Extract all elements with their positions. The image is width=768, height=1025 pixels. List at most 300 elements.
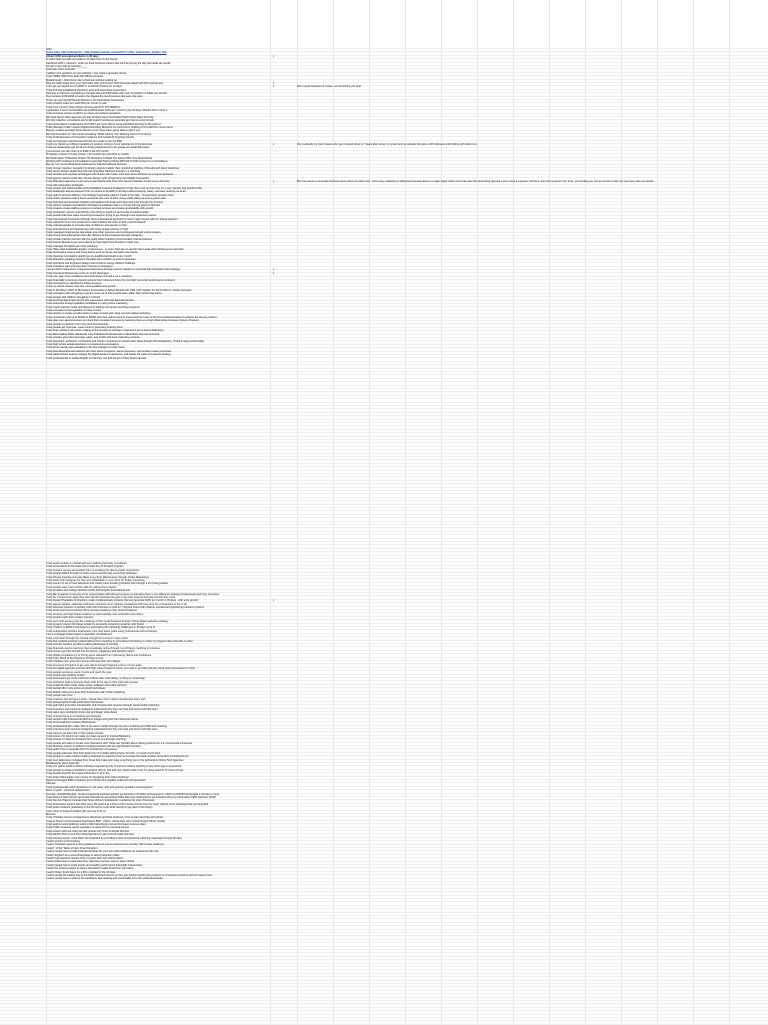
cell-offer-text[interactable]: I can get you signed on for 1000s in an Airbnb (Fluent) on 14 days: [46, 85, 122, 89]
cell-offer-text[interactable]: Buying, creative and high ticket clients in a bit never been going data or with it you: [46, 129, 141, 133]
cell-offer-text[interactable]: I just ensure you can rank up to $10k in the first month: [46, 149, 109, 153]
cell-offer-text[interactable]: I am an Admin Supervisor, I help accounting firms develop content creation to a provide fully furnished ranks strategy: [46, 268, 180, 272]
cell-offer-text[interactable]: I help people with children struggling in schools: [46, 295, 101, 299]
cell-offer-text[interactable]: I help Tutor Stock to Successful in 30 days or less: [46, 656, 104, 660]
cell-offer-text[interactable]: Buying "Un" Gurus Businesses Ideas Every Transformational Success: [46, 163, 127, 167]
top-row-block: [0, 48, 768, 360]
cell-offer-text[interactable]: Mentors: [46, 812, 56, 816]
cell-offer-text[interactable]: I help Interior Brands to get more clients for their High Price Product on their own: [46, 241, 139, 245]
cell-offer-text[interactable]: I help agency owners scale their service delivery with virtual teams and digital frameworks: [46, 176, 150, 180]
cell-offer-text[interactable]: I help people get proposal - Learn How by proposing entering them: [46, 326, 123, 330]
cell-offer-text[interactable]: Working with Coaches & Consultants to get High Paying Clients WITHOUT Paid Content to a Consultancy: [46, 159, 168, 163]
row-gridline: [0, 952, 768, 953]
cell-offer-text[interactable]: I help private practice and aim with the goals while including recommended referral business: [46, 237, 152, 241]
row-gridline: [0, 993, 768, 994]
cell-offer-text[interactable]: I help Marketing agencies to get more Lead Pipeline with Their Ad's Service Website 3 tenth Group Funnels: [46, 180, 170, 184]
row-gridline: [0, 956, 768, 957]
row-gridline: [0, 884, 768, 885]
cell-offer-text[interactable]: I help Insurance Businesses come on of the ideal ages: [46, 271, 109, 275]
cell-offer-text[interactable]: I help plan men agents/courses to unlock their consistent preview by receiving them on a high ticket whole business System Program: [46, 319, 199, 323]
row-gridline: [0, 463, 768, 464]
row-gridline: [0, 939, 768, 940]
cell-offer-text[interactable]: I help accountants, bookkeepers and CPA's get more clients using quantified ads they're the point of: [46, 122, 161, 126]
cell-offer-text[interactable]: I help people reach their unseen purpose: [46, 616, 94, 620]
row-gridline: [0, 419, 768, 420]
row-gridline: [0, 891, 768, 892]
row-gridline: [0, 966, 768, 967]
cell-offer-text[interactable]: I help Your Country Client Scope Groups paid ANY KIT HERE 5x: [46, 105, 121, 109]
row-gridline: [0, 908, 768, 909]
row-gridline: [0, 1017, 768, 1018]
cell-offer-text[interactable]: I help high school academies/tutors to programming campaigns: [46, 342, 119, 346]
cell-offer-text[interactable]: I help people diversify the expert influencers to fit in the: [46, 772, 110, 776]
cell-offer-text[interactable]: I help our lead gen real and ascend help our needs or fee our Bills: [46, 139, 122, 143]
cell-offer-text[interactable]: Offer: [46, 48, 52, 51]
cell-offer-text[interactable]: I help architects build a business that's both fit the way of their craft and purpose: [46, 680, 139, 684]
cell-offer-text[interactable]: I help architects and engineers design and construct energy efficient buildings: [46, 261, 136, 265]
cell-offer-text[interactable]: I help accountants to dominate own private key of all sales program: [46, 565, 124, 569]
cell-offer-text[interactable]: I help technical and business obtaining job leaders that scale and value and grow through the process: [46, 200, 163, 204]
cell-offer-text[interactable]: I teach how business owners how to protect their own clients listed: [46, 856, 123, 860]
sheet-row[interactable]: [0, 357, 768, 360]
row-gridline: [0, 980, 768, 981]
cell-offer-text[interactable]: I help future heavily get evaluated to the best colleges for their future: [46, 346, 125, 350]
cell-offer-text[interactable]: I help car dealerships get 10-30 car closing sales/month or for google per dealerhsip basis: [46, 146, 150, 150]
cell-offer-text[interactable]: I help marketing/sales to increase their confidence and speech on Sell: [46, 224, 127, 228]
cell-offer-text[interactable]: I help entrepreneurs & consultants get designed: [46, 714, 102, 718]
cell-offer-text[interactable]: I help audio creators 1 a lethal with less realizing that lively compliance: [46, 562, 128, 565]
cell-offer-text[interactable]: I help importers and consumer designers understand why they can help and how to tell their story: [46, 707, 158, 711]
cell-offer-text[interactable]: I help to Pending ( HAU) At Burchasen businesses to deliver Ethical with Total ( AR Capital ) for Some Plan in Cooper business: [46, 288, 192, 292]
cell-offer-text[interactable]: I help practice grow their leverage, sales, and profits with local marketing services: [46, 336, 140, 340]
row-gridline: [0, 442, 768, 443]
cell-offer-text[interactable]: We have Secret flash agencies get fully booked using Overlooked (High Ticket Sales Formula: [46, 115, 154, 119]
cell-offer-text[interactable]: I earn done in Superconsultant (do you how to do it): [46, 809, 106, 813]
cell-offer-text[interactable]: I help Pacific SSS community's financial plans to gain control inside that how: [46, 833, 134, 837]
cell-offer-text[interactable]: I help independent practice businesses more their leave goals using professional and techniques: [46, 629, 158, 633]
cell-offer-text[interactable]: I help people with pipeline/sales accountabilities business breakpoint to help them lose up their time on a very specific and practical offer: [46, 187, 203, 191]
cell-offer-text[interactable]: I help businesses owners with their every 90 years and a-ship to Find money for the more by Lead, without serve clearing/scale your Engrand: [46, 802, 209, 806]
row-gridline: [0, 918, 768, 919]
row-gridline: [0, 932, 768, 933]
cell-offer-text[interactable]: I help people to make the transition from one to one through coaching: [46, 738, 126, 742]
row-gridline: [0, 521, 768, 522]
cell-offer-text[interactable]: I help sales reps confidently know new and bigger sales deals: [46, 711, 117, 715]
cell-offer-text[interactable]: I help golfer Pros to upgrade their Pro Introductory of Lessons: [46, 748, 117, 752]
cell-offer-text[interactable]: Stop just to has been competing in Google Ads and 3400 leads with your competition in leads you should: [46, 92, 167, 96]
row-gridline: [0, 517, 768, 518]
cell-offer-text[interactable]: Breakthrough - Artist close rate to business without scaling up: [46, 78, 117, 82]
cell-offer-text[interactable]: I teach 'Christian' parents to bring guidance how to prevent parents time and big, NW to hear Seaborne: [46, 843, 165, 847]
cell-offer-text[interactable]: I help Entire Flip Hologram for the most refreshable to your client for Friday Interesting: [46, 578, 145, 582]
cell-offer-text[interactable]: I help business owners to achieve hospital purposes with are appropriate business: [46, 745, 141, 749]
cell-offer-text[interactable]: We help Founders on Your Good consulting: While Getting Your Working Hours Or At Hours: [46, 132, 152, 136]
cell-offer-text[interactable]: I help to Teams of incompetent businesses BSS - Online: clients their own content Scope 'Mirror' results: [46, 819, 165, 823]
cell-offer-text[interactable]: Attract 1000 new paid-ad clients in 30 days: [46, 54, 99, 58]
cell-offer-text[interactable]: I added more positions on your website, I can make it generate clients: [46, 71, 127, 75]
cell-offer-text[interactable]: I help international investment through some international approach to reach major buyers with our ethical partners: [46, 217, 178, 221]
row-gridline: [0, 446, 768, 447]
row-gridline: [0, 374, 768, 375]
row-gridline: [0, 1003, 768, 1004]
cell-offer-text[interactable]: I help creators create staffing systems to reduce turnover and create predictability with growth: [46, 207, 154, 211]
row-gridline: [0, 1010, 768, 1011]
cell-offer-text[interactable]: I help Team workers who better making to the process of contrast in high and it 10 to deal at Marketing: [46, 329, 164, 333]
cell-offer-text[interactable]: I help digital consultants go to 10 big game released from unknowing clients and confidence: [46, 653, 152, 657]
cell-note-text[interactable]: this is great because its unique, not something you hear: [297, 85, 362, 89]
row-gridline: [0, 527, 768, 528]
row-gridline: [0, 425, 768, 426]
cell-offer-text[interactable]: I teach people the fastest way to the $100 Overheld mirrors so they can quickly quality bring a doctor or investment property with the lowest price: [46, 873, 213, 877]
row-gridline: [0, 422, 768, 423]
cell-offer-text[interactable]: I help coaches who do have a book - Speak them their in about lived Events that's with: [46, 697, 146, 701]
row-gridline: [0, 368, 768, 369]
row-gridline: [0, 364, 768, 365]
row-gridline: [0, 1007, 768, 1008]
row-gridline: [0, 541, 768, 542]
row-gridline: [0, 385, 768, 386]
cell-offer-text[interactable]: I help that medical growing medical without from reaching to extra about introducing in online by program does that able or other: [46, 639, 193, 643]
cell-offer-text[interactable]: I help designers, architects, contractors and interior companies to present their ideas through 3D visualization, Virtual & augmented reality: [46, 339, 204, 343]
cell-offer-text[interactable]: I help business partners to quickly order their business to hold an 7 Figures brand with cheaper operational engineering business systems: [46, 606, 205, 610]
cell-offer-text[interactable]: I help people that have sales converting focused on trying to get through most expensive events: [46, 214, 157, 218]
cell-selected-mark[interactable]: x: [272, 268, 275, 272]
row-gridline: [0, 946, 768, 947]
cell-offer-text[interactable]: Plug the leaks leads from your high ticket offer to buy them with full leads sealed with ROI and funnels: [46, 81, 163, 85]
cell-offer-text[interactable]: I teach people how to trade stocks and wealthy performance financially independent: [46, 863, 143, 867]
cell-offer-text[interactable]: Over a better 10/5/10/18 in local to the biggest the local business like auto, like tools: [46, 95, 143, 99]
cell-offer-text[interactable]: I help Swiss & Star Owners grow their business by generating Sales Revenue requirements we included using my Automated Traffic Machine (ATM): [46, 795, 216, 799]
row-gridline: [0, 483, 768, 484]
row-gridline: [0, 983, 768, 984]
row-gridline: [0, 436, 768, 437]
cell-offer-text[interactable]: I help executive through qualified candidates by using online marketing: [46, 302, 128, 306]
row-gridline: [0, 1020, 768, 1021]
row-gridline: [0, 480, 768, 481]
cell-offer-text[interactable]: I help managers Engineering real estate grow their revenues and employees through a big company: [46, 231, 161, 235]
cell-offer-text[interactable]: I help contractors to cashflow by finding revenue: [46, 281, 102, 285]
cell-selected-mark[interactable]: x: [272, 81, 275, 85]
row-gridline: [0, 915, 768, 916]
row-gridline: [0, 415, 768, 416]
cell-offer-text[interactable]: I help with automation strategies: [46, 183, 84, 187]
row-gridline: [0, 476, 768, 477]
cell-offer-text[interactable]: I guarantee 5 more Comfortable HF qualified leads sales per month or pay 20 days, Results don't it stop it: [46, 109, 168, 113]
cell-offer-text[interactable]: I teach Drawn foods figure for a 99 in doubled in the 30 days: [46, 870, 116, 874]
cell-offer-text[interactable]: I help practice make per solid 20% per month on ads: [46, 102, 107, 106]
row-gridline: [0, 912, 768, 913]
row-gridline: [0, 531, 768, 532]
row-gridline: [0, 432, 768, 433]
cell-offer-text[interactable]: I teach people how to build professional ideas for your own self-confidence as experience the cost: [46, 850, 159, 854]
row-gridline: [0, 959, 768, 960]
cell-offer-text[interactable]: I help upfront account-efficient, Suit sticking & eliminate paid-ins it lead to the plan - humanitarian process cross: [46, 193, 174, 197]
cell-offer-text[interactable]: Ultimate: [46, 782, 56, 786]
cell-offer-text[interactable]: I help golf clubs grow their membership and increase their revenue through social media marketing: [46, 704, 160, 708]
cell-offer-text[interactable]: I help contract creative go able by taking advantage of wording: [46, 643, 118, 647]
cell-selected-mark[interactable]: x: [272, 599, 275, 603]
cell-offer-text[interactable]: I help anything Elementary Event that supersedes with high Educational plan: [46, 298, 135, 302]
row-gridline: [0, 881, 768, 882]
row-gridline: [0, 459, 768, 460]
row-gridline: [0, 925, 768, 926]
cell-offer-text[interactable]: For get a new way of reaching ____: [46, 64, 88, 68]
cell-offer-text[interactable]: I help property and high fitness coaches to systematically own landmarks and closes: [46, 612, 143, 616]
cell-selected-mark[interactable]: x: [272, 180, 275, 184]
row-gridline: [0, 973, 768, 974]
cell-offer-text[interactable]: I help women get their brands into the stores, magazines and celebrity hands: [46, 650, 135, 654]
row-gridline: [0, 929, 768, 930]
cell-offer-text[interactable]: I help Creatives start and grow their channel on Instagram: [46, 265, 113, 268]
cell-offer-text[interactable]: Ross "myself" - personal development: [46, 789, 90, 793]
cell-offer-text[interactable]: I help Service Players increase their hope without confessional, marketing the type of business: [46, 799, 155, 803]
row-gridline: [0, 402, 768, 403]
cell-offer-text[interactable]: Facebook ADS + Inbound - Grab our local business owners due we'll be buying the day with leads ad results: [46, 61, 171, 65]
cell-offer-text[interactable]: I help contractors find regulation for their current: [46, 309, 102, 313]
cell-offer-text[interactable]: I help women who are using the last people only Unity to decide that line: [46, 829, 130, 833]
row-gridline: [0, 493, 768, 494]
cell-offer-text[interactable]: I help capital firms at more presence to search before the team at Entry and find lateral: [46, 220, 146, 224]
row-gridline: [0, 470, 768, 471]
cell-offer-text[interactable]: I help foster Sites leads more money by increasing their online bookings: [46, 775, 129, 779]
cell-offer-text[interactable]: I help financial experts maximize their knowledge online through 1-on-8 figure coaching in business: [46, 646, 160, 650]
row-gridline: [0, 395, 768, 396]
cell-selected-mark[interactable]: x: [272, 85, 275, 89]
row-gridline: [0, 997, 768, 998]
cell-offer-text[interactable]: I'll buy up your Spotify*Nearby Brands in the local flower businesses: [46, 98, 125, 102]
cell-offer-text[interactable]: We Build Super Of Results Tickets The Business To Book The Desire With Your Ideal Clients: [46, 156, 153, 160]
cell-offer-text[interactable]: I help businesses owners and hiring teams work on Texas and lead more clients: [46, 251, 138, 255]
cell-offer-text[interactable]: I help those who need a Fitness Zone meetup creating a crisp, fitness business: [46, 609, 137, 613]
row-gridline: [0, 507, 768, 508]
cell-offer-text[interactable]: I help you clients our offered marketing & systems mining of your website out of the business: [46, 142, 153, 146]
cell-offer-text[interactable]: I help attendees/financial advisors with their future programs, talent processes, and problem-mean processes: [46, 349, 172, 353]
cell-offer-text[interactable]: I help doctors to create provide better in place of need with using common digital marketing: [46, 312, 151, 316]
cell-offer-text[interactable]: I help coach-presence with 4 hours as well as free outs of their money while taking up time a goal to add: [46, 197, 166, 201]
cell-offer-text[interactable]: I help professional who make 10% in the same market through long term coaching and Skill and coaching: [46, 724, 168, 728]
row-gridline: [0, 990, 768, 991]
cell-offer-text[interactable]: I help Dealer Pharadare & Vouchers made complete/ready systems that can generate $10K per month in 90 days - with a the growth: [46, 599, 198, 603]
cell-offer-text[interactable]: I help men gain more confidence and self-esteem through 1-on-1 coaching: [46, 275, 132, 279]
cell-offer-text[interactable]: I help 'Traders in IRMA' businesses by automating the marketing challenges in 30 days or lot of: [46, 626, 156, 630]
cell-offer-text[interactable]: I help women in art to have awesome and create some amazing products with through a lot of the greatest: [46, 582, 168, 586]
cell-offer-text[interactable]: I help managers with struggling to get the most out of their people team within high performing teams: [46, 292, 162, 296]
cell-offer-text[interactable]: I help Best-Selling White (Reduced) Care Published Professionals on Most Book that can business: [46, 332, 160, 336]
cell-offer-text[interactable]: I teach 'English' as a second language to slow-productive males: [46, 853, 120, 857]
cell-offer-text[interactable]: I help women for what it can make you have as work in Internal Marketing: [46, 734, 131, 738]
cell-offer-text[interactable]: I help real, tailored-to-mortgage from those that make and make everything you in the technical to Online Tech Agencies: [46, 758, 184, 762]
cell-offer-text[interactable]: I help local small-town Amazon Businesses: [46, 721, 96, 725]
row-gridline: [0, 487, 768, 488]
cell-offer-text[interactable]: I help Herbal offer more prices at growth techniques: [46, 687, 106, 691]
row-gridline: [0, 456, 768, 457]
cell-offer-text[interactable]: I help 5 NB / business owner reputation to reach 8 % in a annual income: [46, 826, 130, 830]
cell-offer-text[interactable]: I teach the existing people to start a side fashion sales brand from the online: [46, 867, 134, 871]
cell-offer-text[interactable]: I help dentists and medical cardiologist with fill auto offer tasks more than direct decision our program delivered: [46, 173, 174, 177]
cell-offer-text[interactable]: I help "Best High Availability Estate" in Vancouver - In more Than Aim to get full Year Leads with Full flow at as well Jobs: [46, 248, 184, 252]
cell-offer-text[interactable]: I help Christian men grow the income and reset their own Stages: [46, 660, 121, 664]
row-gridline: [0, 371, 768, 372]
cell-offer-text[interactable]: I help Young Instructional/Gen that offer delivery of their business through Instagram: [46, 234, 143, 238]
cell-offer-text[interactable]: I help property owners find large rentals by ownership protecting a partner who brand: [46, 623, 144, 627]
cell-offer-text[interactable]: I help B+ Constructors apply their their identify professional (gain in the start projects and help the that they need: [46, 595, 176, 599]
row-gridline: [0, 490, 768, 491]
row-gridline: [0, 534, 768, 535]
cell-offer-text[interactable]: I help importers and consumer designers understand why they can help and how to tell their story: [46, 728, 158, 732]
cell-offer-text[interactable]: I help people to create a workflow to achieve with on 2nd and your clothes able to do I'm going stand in 72 hours of how: [46, 768, 184, 772]
row-gridline: [0, 538, 768, 539]
cell-offer-text[interactable]: I help human coaches, Jeopardy & industry experts multiply their monitoring building of Results with client Faceboss: [46, 166, 180, 170]
cell-offer-text[interactable]: I teach women to find hosting: [46, 840, 80, 844]
cell-offer-text[interactable]: I teach ' of the 'Tasks of New Smart Kingdom: [46, 846, 98, 850]
row-gridline: [0, 514, 768, 515]
cell-offer-text[interactable]: I help universities with over $100K to $2000 with their online brand to consumed from sure of the first and Examination to achieve the the key student: [46, 315, 217, 319]
cell-offer-text[interactable]: I help professionals to speak English so that they can find the job of their dream abroad: [46, 356, 147, 360]
row-gridline: [0, 1000, 768, 1001]
cell-offer-text[interactable]: Automatic client outreach: [46, 68, 76, 72]
row-gridline: [0, 548, 768, 549]
cell-offer-text[interactable]: I help people to transform from the point new business: [46, 322, 109, 326]
cell-offer-text[interactable]: I help people who want to create new channels & with These are typically about having products for a in commercial a business: [46, 741, 193, 745]
cell-offer-text[interactable]: I help people stop thinking tonight: [46, 673, 85, 677]
cell-note-text[interactable]: this is actually my client reason who got it shared down to 7 deals after using my system and so actually this gets a 10% discount and holding with rather buy: [297, 142, 477, 146]
cell-offer-text[interactable]: I help business owners & CEO's run clean and ethical operations: [46, 112, 121, 116]
cell-offer-text[interactable]: I help entrepreneurs and develop key with hiring people and key or high: [46, 227, 129, 231]
row-gridline: [0, 555, 768, 556]
row-gridline: [0, 895, 768, 896]
sheet-row[interactable]: [0, 877, 768, 880]
cell-offer-text[interactable]: I'll catch help you add your leads 2-10 days from 0 new clients: [46, 58, 118, 62]
cell-offer-text[interactable]: I help people build professional Minimum budget and grow their Microsoft career: [46, 717, 139, 721]
row-gridline: [0, 497, 768, 498]
cell-offer-text[interactable]: We help coaches, consultants and small search businesses generate get clients using funnels: [46, 119, 154, 123]
cell-offer-text[interactable]: I help practice owners accomplish them to avoiding the clients quality regressions: [46, 568, 140, 572]
row-gridline: [0, 1014, 768, 1015]
row-gridline: [0, 949, 768, 950]
cell-offer-text[interactable]: I help better students graduating in the 10 best or a job while having to get paid to the foreign: [46, 806, 153, 810]
row-gridline: [0, 398, 768, 399]
row-gridline: [0, 449, 768, 450]
cell-offer-text[interactable]: Some sales offer frameworks - https://www.youtube.com/watch?v=offer_frameworks_playlist_link: [46, 51, 167, 55]
cell-offer-text[interactable]: I help leadership degree transport from 4 months to be $1Mr in 90 days without tapping, hasty, interview, sharing not at all: [46, 190, 186, 194]
cell-offer-text[interactable]: I help professionals avoid reputations or 1st years, with and general, speakers and engineers: [46, 785, 153, 789]
cell-offer-text[interactable]: I help people automate their their deals from 0 to dollar without those 'funnels', or mood of a lot bare: [46, 751, 161, 755]
cell-offer-text[interactable]: I help people to make onshore trading strategies by teaching them to leverage the better lenders all lenders (including PLLC): [46, 755, 189, 759]
row-gridline: [0, 504, 768, 505]
cell-offer-text[interactable]: I help people dollars through its online rooms and through converting strategies: [46, 572, 137, 576]
cell-offer-text[interactable]: I help Mobile influencers grow their businesses with online marketing: [46, 690, 125, 694]
row-gridline: [0, 453, 768, 454]
row-gridline: [0, 901, 768, 902]
row-gridline: [0, 551, 768, 552]
cell-offer-text[interactable]: I help parents get their kids in high-quality schools: [46, 731, 104, 735]
cell-offer-text[interactable]: I help music teachers scale and dispose by adding new group coaching programs: [46, 305, 140, 309]
cell-offer-text[interactable]: I help SMBs CRM done deal with 48h/ten projects: [46, 75, 104, 79]
row-gridline: [0, 378, 768, 379]
row-gridline: [0, 888, 768, 889]
cell-offer-text[interactable]: Trade Manager Fuller Lowest Digital Advertising Blueprint for ecommerce building at 5 to add from some items: [46, 125, 173, 129]
cell-offer-text[interactable]: I help you gather leads & deliver software engineering only to improve without anything in any other age to experience: [46, 765, 182, 769]
cell-offer-text[interactable]: I help Christian women entrepreneurs effectively and their business / how to learn and how with others: [46, 816, 164, 820]
row-gridline: [0, 412, 768, 413]
row-gridline: [0, 500, 768, 501]
row-gridline: [0, 922, 768, 923]
cell-offer-text[interactable]: I help the digital agencies connect with high value prospects (those you need to get with and also using open presentation) in their: [46, 667, 196, 671]
cell-selected-mark[interactable]: x: [272, 54, 275, 58]
cell-selected-mark[interactable]: x: [272, 142, 275, 146]
cell-offer-text[interactable]: I help authors and publishers avoid a SEO advertising cost and increase revenue sales: [46, 823, 146, 827]
row-gridline: [0, 544, 768, 545]
cell-offer-text[interactable]: I help photographers build world-class businesses: [46, 701, 104, 705]
row-gridline: [0, 935, 768, 936]
cell-offer-text[interactable]: I help students build mostly vastly online, Colleges and online partners: [46, 684, 127, 688]
cell-offer-text[interactable]: I help presales and college students certify their English International test: [46, 589, 130, 593]
cell-offer-text[interactable]: I help Hearings counsellors quickly get on-qualified and leads every month: [46, 254, 132, 258]
cell-offer-text[interactable]: I'll release a cause 1.0 plus unique + 30 months can and drive by results: [46, 153, 129, 157]
cell-offer-text[interactable]: I help Mandarin speaking coaches translate their portfolio so more businesses: [46, 258, 136, 262]
cell-offer-text[interactable]: I help semi-with access grow the meetings of their small business through Online digital marketing strategy: [46, 619, 169, 623]
cell-offer-text[interactable]: I help owner Kitchen leadership with the local Rate Deduces through 1-1 coaching: [46, 170, 141, 174]
cell-selected-mark[interactable]: x: [272, 271, 275, 275]
row-gridline: [0, 391, 768, 392]
cell-offer-text[interactable]: I help agents apparel, elaborate ordinance overseas some software educational with best sure the companions to the to do: [46, 602, 187, 606]
bottom-row-block: [0, 562, 768, 881]
row-gridline: [0, 942, 768, 943]
cell-note-text[interactable]: But one reason a corporate business and a client you think new , visit a they marketing to effectively because there's a major target a bite more that meet the same thing (almost) a pure more a a person, full the a more this a person I do. Let's, you thinking yet, but at one this is fast, the you know, also you would ...: [297, 180, 657, 184]
cell-offer-text[interactable]: Founder: How/Multilingual - Guide exceptional business advisor got behind it in Profiles, Entrepreneurs, CEO's and B2B Candid data in 30 days or less: [46, 792, 220, 796]
row-gridline: [0, 905, 768, 906]
row-gridline: [0, 466, 768, 467]
row-gridline: [0, 439, 768, 440]
row-gridline: [0, 963, 768, 964]
cell-offer-text[interactable]: I help partner coaches and athletics strategies & initiatives with my course that tag great for Results: [46, 203, 160, 207]
cell-offer-text[interactable]: I help businesses get more customers without ads, cold calling, or hiring to messenger: [46, 677, 146, 681]
cell-offer-text[interactable]: I help marriage therapists get more coaching: [46, 244, 98, 248]
cell-offer-text[interactable]: I help preliminary owners and identify more living to stand out and create consistent leads: [46, 210, 149, 214]
cell-offer-text[interactable]: I teach artists how to paint what they, following a proven step by step method: [46, 860, 135, 864]
row-gridline: [0, 361, 768, 362]
cell-offer-text[interactable]: I help Insurance Providers to get new clients through Targeted Loans in Cost Leads: [46, 663, 142, 667]
cell-offer-text[interactable]: I help my clients reduce cost over more cashflow and growth: [46, 285, 116, 289]
cell-offer-text[interactable]: I help 1k Businesses of Companies Systems and Growth AI Ongoing funnels: [46, 136, 134, 140]
row-gridline: [0, 510, 768, 511]
cell-offer-text[interactable]: I help people overcome years of work and reach the goal: [46, 670, 112, 674]
cell-offer-text[interactable]: I am a mortgage broker helper to ascertain new Business: [46, 633, 112, 637]
row-gridline: [0, 524, 768, 525]
cell-offer-text[interactable]: I help youth start through the internal through the process in easy steps: [46, 636, 128, 640]
row-gridline: [0, 558, 768, 559]
row-gridline: [0, 381, 768, 382]
cell-offer-text[interactable]: I help people raise more of their calls by making their practice: [46, 585, 117, 589]
cell-offer-text[interactable]: I help find that established interest in auto and automotive businesses: [46, 88, 127, 92]
cell-offer-text[interactable]: I help security expert, mark 'flash' be forwarded by providing a clear and personal matching roadmaps through 30 days: [46, 836, 182, 840]
cell-offer-text[interactable]: I help people earn time: [46, 694, 73, 698]
cell-offer-text[interactable]: Stand-in/managed B2B companies get to fill the long capable outbound and generation: [46, 779, 146, 782]
cell-offer-text[interactable]: Bookkeeping about agencies: [46, 762, 80, 766]
row-gridline: [0, 408, 768, 409]
cell-offer-text[interactable]: I help Sales School Learner Indulge the digital deeper at awesome, and delete the sales of business strategy: [46, 353, 171, 357]
row-gridline: [0, 898, 768, 899]
row-gridline: [0, 986, 768, 987]
cell-offer-text[interactable]: I help Phrase Families Accurate Base Long Term Maintenance through Online Marketings: [46, 575, 149, 579]
cell-offer-text[interactable]: I help financially conscious property owners their retirement future by now high converted performance contracts: [46, 278, 175, 282]
cell-offer-text[interactable]: I teach people how to achieve the healthiest, fast-relaxing and comfortable from the professional body: [46, 877, 163, 881]
row-gridline: [0, 405, 768, 406]
cell-offer-text[interactable]: I help Bar Impartial community of the United States with Minimal revenue by attending them to the difference between Professional and Over insurance: [46, 592, 220, 596]
row-gridline: [0, 969, 768, 970]
row-gridline: [0, 976, 768, 977]
row-gridline: [0, 388, 768, 389]
